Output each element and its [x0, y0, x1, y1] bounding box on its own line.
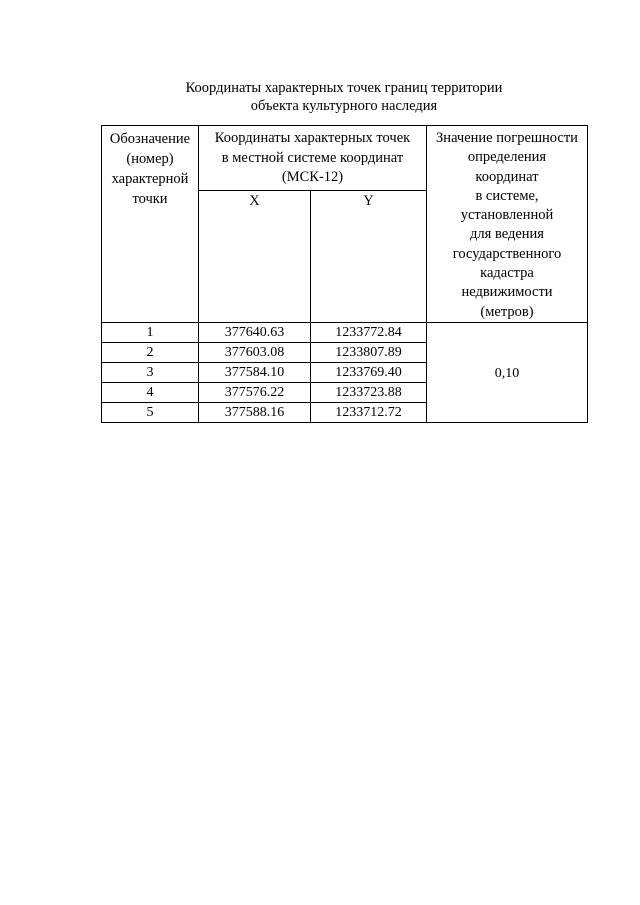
title-line-1: Координаты характерных точек границ территории — [185, 80, 503, 96]
header-coordinates: Координаты характерных точек в местной системе координат (МСК-12) — [199, 126, 427, 191]
header-x: X — [199, 190, 311, 322]
cell-accuracy-value: 0,10 — [427, 322, 588, 422]
header-accuracy: Значение погрешности определения координат в системе, установленной для ведения государственного кадастра недвижимости (метров) — [427, 126, 588, 323]
coordinates-table — [101, 125, 588, 423]
cell-point: 1 — [102, 322, 199, 342]
cell-point: 3 — [102, 362, 199, 382]
cell-x: 377576.22 — [199, 382, 311, 402]
cell-y: 1233769.40 — [311, 362, 427, 382]
cell-point: 4 — [102, 382, 199, 402]
header-row-1 — [102, 126, 588, 191]
cell-y: 1233723.88 — [311, 382, 427, 402]
cell-x: 377603.08 — [199, 342, 311, 362]
header-y: Y — [311, 190, 427, 322]
cell-x: 377588.16 — [199, 402, 311, 422]
cell-y: 1233807.89 — [311, 342, 427, 362]
cell-x: 377640.63 — [199, 322, 311, 342]
header-point-number: Обозначение (номер) характерной точки — [102, 126, 199, 323]
cell-point: 5 — [102, 402, 199, 422]
cell-y: 1233772.84 — [311, 322, 427, 342]
document-title — [100, 79, 588, 115]
title-line-2: объекта культурного наследия — [250, 98, 438, 114]
cell-point: 2 — [102, 342, 199, 362]
table-row — [102, 322, 588, 342]
cell-y: 1233712.72 — [311, 402, 427, 422]
cell-x: 377584.10 — [199, 362, 311, 382]
